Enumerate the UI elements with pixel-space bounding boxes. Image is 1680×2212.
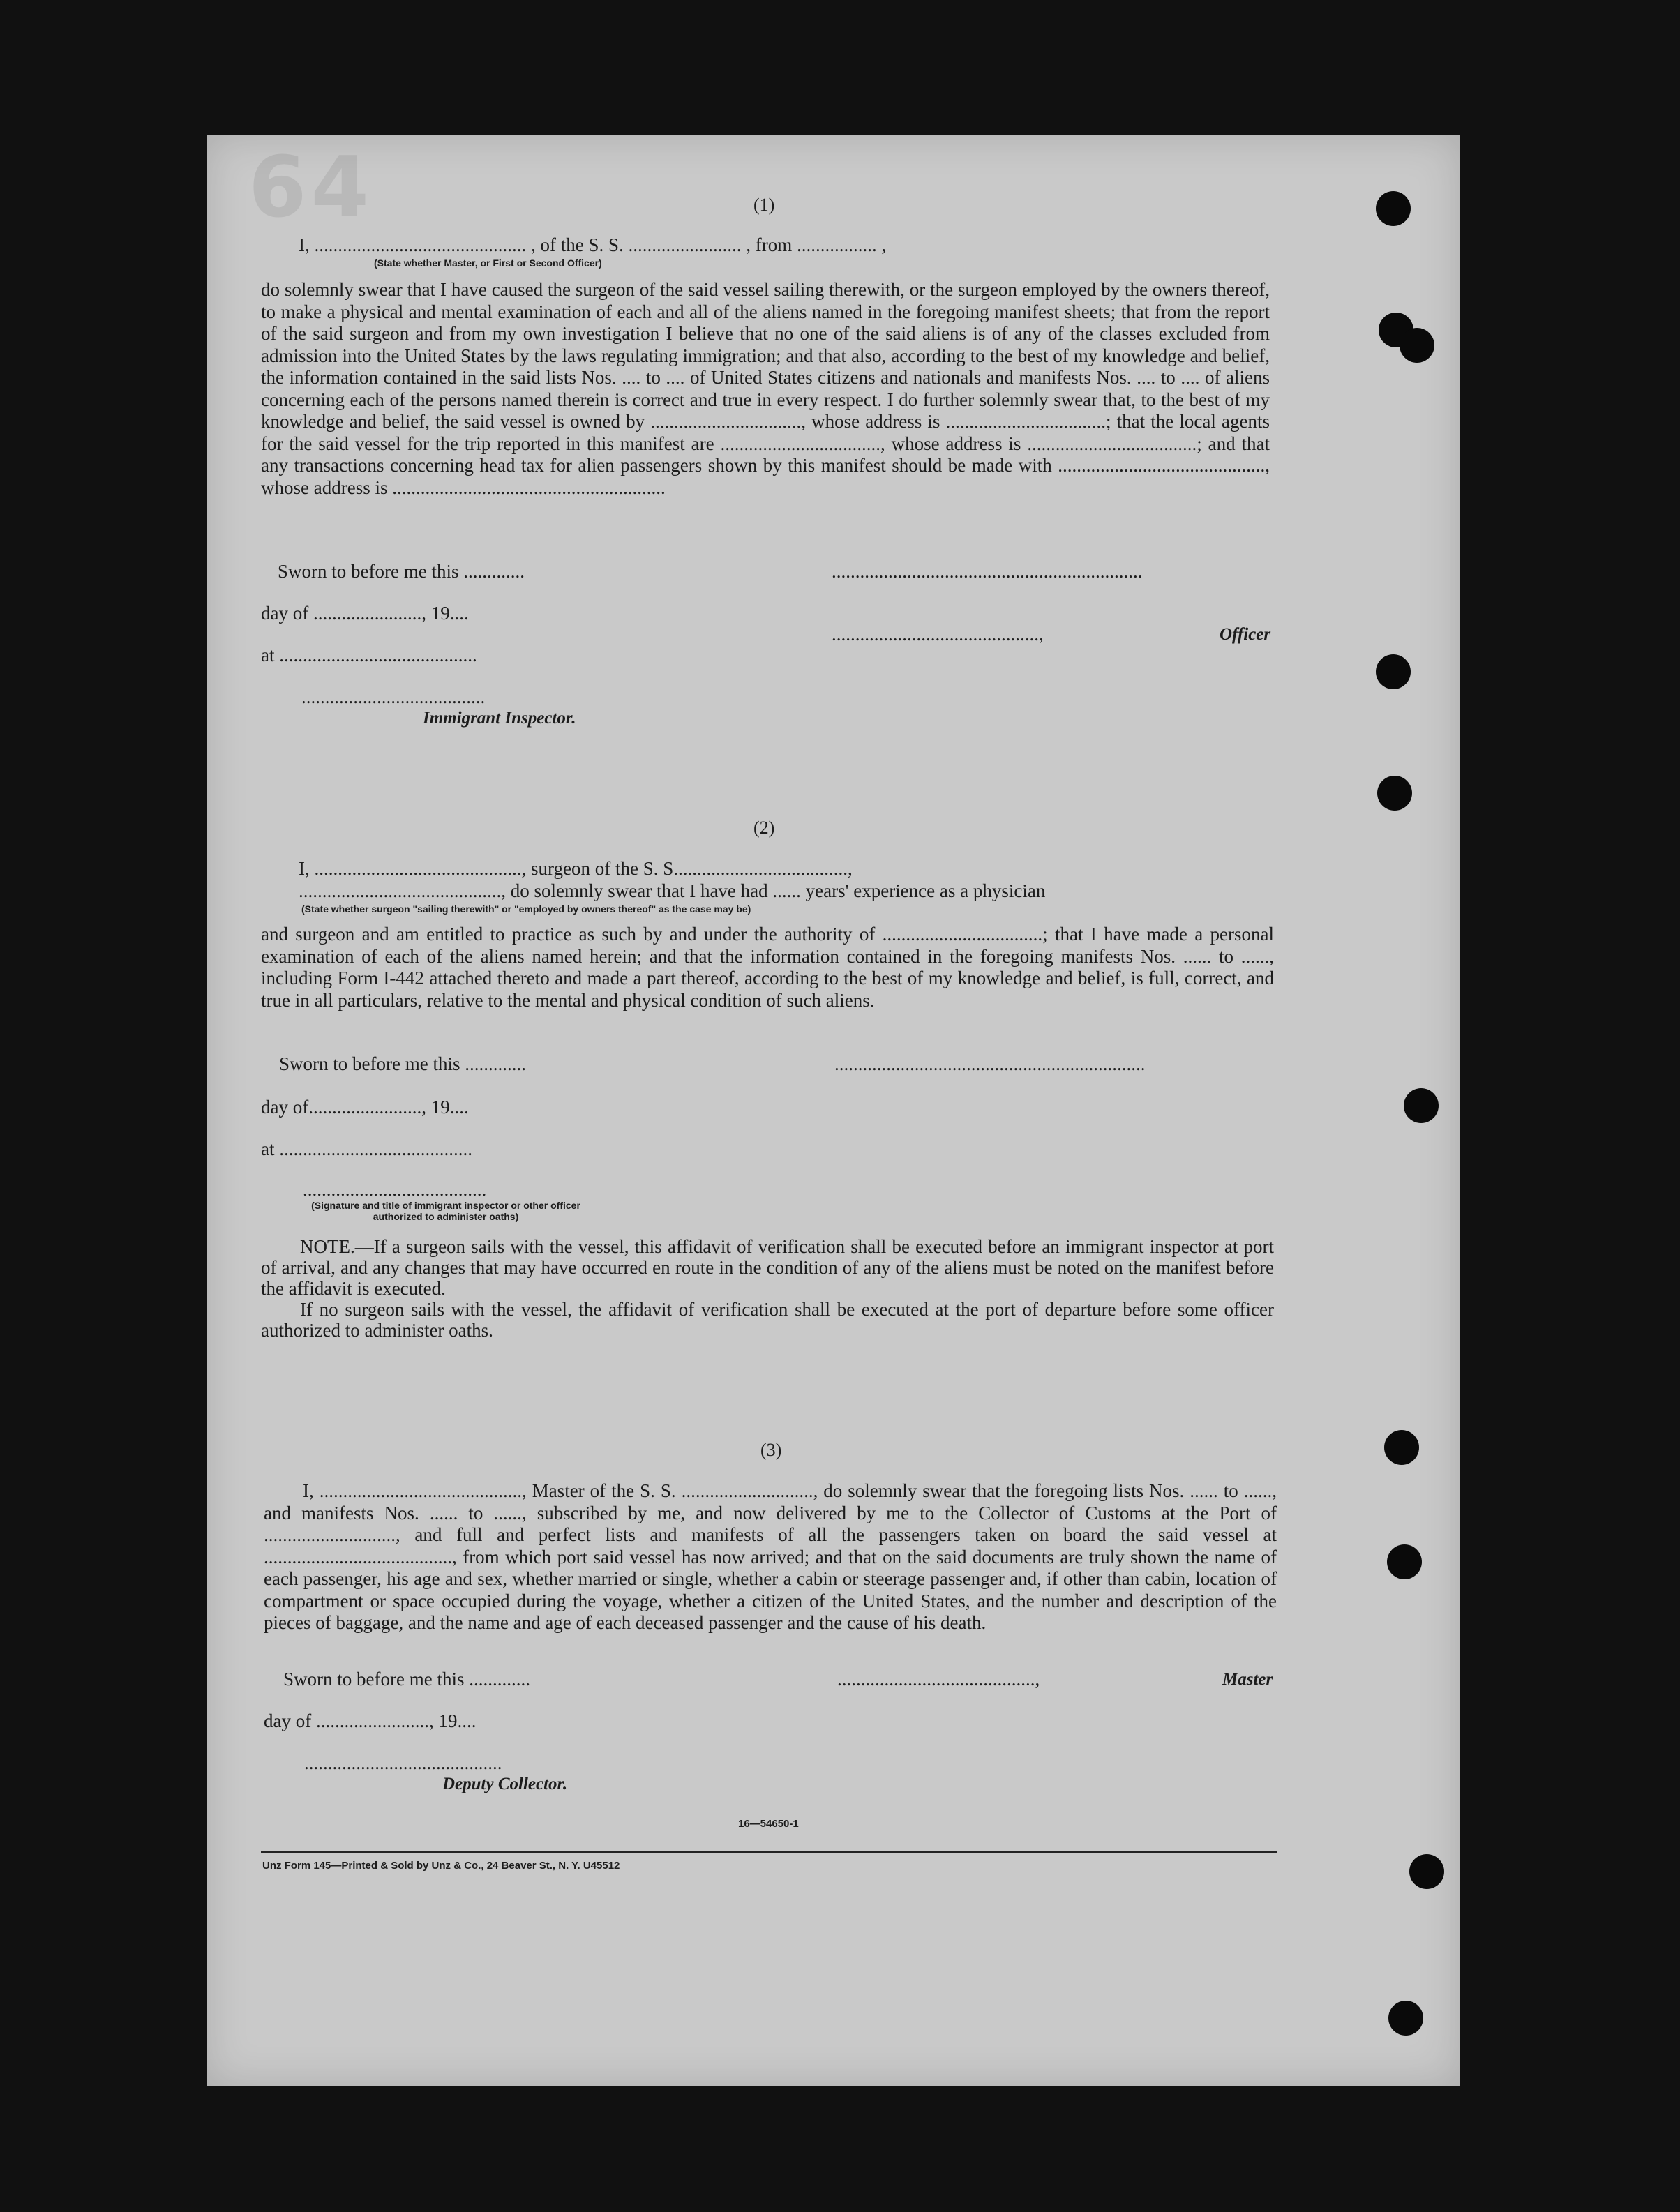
section-2-oath-text: and surgeon and am entitled to practice as such by and under the authority of ..................................; that I have made a personal examination of each of the aliens named herein; and that the information contained in the foregoing manifests Nos. ...... to ......, including Form I-442 attached thereto and made a part thereof, according to the best of my knowledge and belief, is full, correct, and true in all particulars, relative to the mental and physical condition of such aliens.	[261, 924, 1274, 1011]
note-paragraph-1: —If a surgeon sails with the vessel, this affidavit of verification shall be executed before an immigrant inspector at port of arrival, and any changes that may have occurred en route in the condition of any of the aliens must be noted on the manifest before the affidavit is executed.	[261, 1236, 1274, 1299]
section-1-officer-label: Officer	[1220, 625, 1271, 644]
section-2-second-line: ..........................................., do solemnly swear that I have had ...... years' experience as a physician	[299, 880, 1046, 901]
binder-hole	[1384, 1430, 1419, 1465]
form-number: 16—54650-1	[738, 1818, 799, 1830]
section-1-at-line: at ..........................................	[261, 645, 477, 665]
section-1-caption: (State whether Master, or First or Second Officer)	[374, 257, 602, 269]
note-paragraph-2: If no surgeon sails with the vessel, the affidavit of verification shall be executed at the port of departure before some officer authorized to administer oaths.	[261, 1299, 1274, 1341]
binder-hole	[1387, 1544, 1422, 1579]
section-3-day-line: day of ........................, 19....	[264, 1710, 477, 1731]
section-1-oath-text: do solemnly swear that I have caused the surgeon of the said vessel sailing therewith, or the surgeon employed by the owners thereof, to make a physical and mental examination of each and all of the aliens named in the foregoing manifest sheets; that from the report of the said surgeon and from my own investigation I believe that no one of the said aliens is of any of the classes excluded from admission into the United States by the laws regulating immigration; and that also, according to the best of my knowledge and belief, the information contained in the said lists Nos. .... to .... of United States citizens and nationals and manifests Nos. .... to .... of aliens concerning each of the persons named therein is correct and true in every respect. I do further solemnly swear that, to the best of my knowledge and belief, the said vessel is owned by ................................, whose address is ..................................; that the local agents for the said vessel for the trip reported in this manifest are .................................., whose address is ....................................; and that any transactions concerning head tax for alien passengers shown by this manifest should be made with ............................................, whose address is ..........................................................	[261, 279, 1270, 498]
section-3-sworn-line: Sworn to before me this .............	[283, 1669, 530, 1690]
section-1-inspector-dots: .......................................	[301, 686, 486, 707]
section-1-sworn-line: Sworn to before me this .............	[278, 561, 525, 582]
binder-hole	[1388, 2001, 1423, 2036]
section-3-number: (3)	[760, 1440, 782, 1460]
printer-footer: Unz Form 145—Printed & Sold by Unz & Co., 24 Beaver St., N. Y. U45512	[262, 1860, 620, 1872]
section-2-at-line: at .........................................	[261, 1138, 472, 1159]
binder-hole	[1400, 328, 1434, 363]
section-3-deputy-collector-label: Deputy Collector.	[442, 1775, 568, 1793]
section-3-master-label: Master	[1222, 1670, 1273, 1689]
section-1-officer-dots: ............................................,	[832, 624, 1044, 645]
section-1-inspector-label: Immigrant Inspector.	[423, 709, 576, 728]
section-1-day-line: day of ......................., 19....	[261, 603, 469, 624]
section-2-signature-caption: (Signature and title of immigrant inspector or other officer authorized to administer oaths)	[311, 1200, 580, 1222]
note-label: NOTE.	[300, 1236, 355, 1257]
section-1-signature-line: ..................................................................	[832, 561, 1143, 582]
section-3-collector-dots: ..........................................	[304, 1752, 502, 1773]
section-2-number: (2)	[753, 818, 775, 838]
bleed-through-number: 64	[248, 140, 373, 236]
binder-hole	[1409, 1854, 1444, 1889]
binder-hole	[1376, 191, 1411, 226]
section-3-master-dots: ..........................................,	[837, 1669, 1040, 1690]
section-2-day-line: day of........................, 19....	[261, 1097, 469, 1118]
section-2-note	[261, 1236, 1274, 1341]
section-3-oath-text: I, ..........................................., Master of the S. S. ............................, do solemnly swear that the foregoing lists Nos. ...... to ......, and manifests Nos. ...... to ......, subscribed by me, and now delivered by me to the Collector of Customs at the Port of ............................, and full and perfect lists and manifests of all the passengers taken on board the said vessel at ........................................, from which port said vessel has now arrived; and that on the said documents are truly shown the name of each passenger, his age and sex, whether married or single, whether a cabin or steerage passenger and, if other than cabin, location of compartment or space occupied during the voyage, whether a citizen of the United States, and the number and description of the pieces of baggage, and the name and age of each deceased passenger and the cause of his death.	[264, 1480, 1277, 1633]
section-1-number: (1)	[753, 195, 775, 215]
section-2-caption: (State whether surgeon "sailing therewith" or "employed by owners thereof" as the case may be)	[301, 903, 751, 915]
binder-hole	[1377, 776, 1412, 811]
section-2-signature-line: ..................................................................	[834, 1053, 1146, 1074]
footer-rule	[261, 1851, 1277, 1853]
binder-hole	[1376, 654, 1411, 689]
section-2-sworn-line: Sworn to before me this .............	[279, 1053, 526, 1074]
section-2-opening-line: I, ............................................, surgeon of the S. S.....................................,	[299, 858, 853, 879]
binder-hole	[1404, 1088, 1439, 1123]
manifest-page	[207, 135, 1460, 2086]
section-1-opening-line: I, ............................................. , of the S. S. ........................ , from ................. ,	[299, 234, 887, 255]
section-2-inspector-dots: .......................................	[303, 1179, 487, 1200]
